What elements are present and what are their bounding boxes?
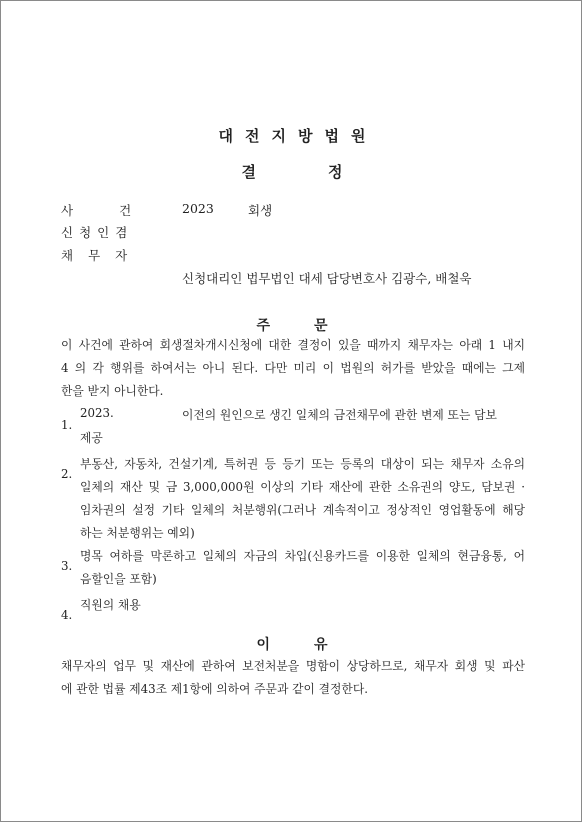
order-item-3-line-2: 음할인을 포함) <box>80 572 157 586</box>
applicant-label: 신 청 인 겸 <box>61 225 128 240</box>
order-item-4-number: 4. <box>61 607 73 622</box>
case-type: 회생 <box>248 203 273 218</box>
document-type-title <box>1 161 582 182</box>
reason-line-1: 채무자의 업무 및 재산에 관하여 보전처분을 명함이 상당하므로, 채무자 회생 및 파산 <box>61 659 525 673</box>
order-intro-line-2: 4 의 각 행위를 하여서는 아니 된다. 다만 미리 이 법원의 허가를 받았을 때에는 그제 <box>61 361 525 375</box>
order-item-2-line-2: 일체의 재산 및 금 3,000,000원 이상의 기타 재산에 관한 소유권의 양도, 담보권 · <box>80 480 525 494</box>
reason-line-2: 에 관한 법률 제43조 제1항에 의하여 주문과 같이 결정한다. <box>61 682 368 696</box>
order-intro-line-3: 한을 받지 아니한다. <box>61 384 164 398</box>
doc-type-right: 정 <box>328 163 343 181</box>
order-item-1-line-2: 제공 <box>80 431 103 445</box>
debtor-representative: 신청대리인 법무법인 대세 담당변호사 김광수, 배철욱 <box>182 271 472 286</box>
debtor-label: 채 무 자 <box>61 248 128 263</box>
doc-type-left: 결 <box>241 163 256 181</box>
order-item-3-line-1: 명목 여하를 막론하고 일체의 자금의 차입(신용카드를 이용한 일체의 현금융통, 어 <box>80 549 525 563</box>
order-item-4-line-1: 직원의 채용 <box>80 598 141 612</box>
order-intro-line-1: 이 사건에 관하여 회생절차개시신청에 대한 결정이 있을 때까지 채무자는 아래 1 내지 <box>61 338 525 352</box>
reason-heading: 이 유 <box>256 637 328 653</box>
case-label: 사 건 <box>61 203 132 218</box>
order-item-3-number: 3. <box>61 558 73 573</box>
order-item-1-line-1: 이전의 원인으로 생긴 일체의 금전채무에 관한 변제 또는 담보 <box>182 408 497 422</box>
case-year: 2023 <box>182 201 214 216</box>
order-item-2-line-1: 부동산, 자동차, 건설기계, 특허권 등 등기 또는 등록의 대상이 되는 채무자 소유의 <box>80 457 525 471</box>
order-item-2-number: 2. <box>61 466 73 481</box>
court-name: 대전지방법원 <box>218 127 378 145</box>
order-item-1-number: 1. <box>61 417 73 432</box>
order-item-2-line-3: 임차권의 설정 기타 일체의 처분행위(그러나 계속적이고 정상적인 영업활동에 해당 <box>80 503 525 517</box>
order-item-1-prefix: 2023. <box>80 406 114 420</box>
order-item-2-line-4: 하는 처분행위는 예외) <box>80 526 195 540</box>
order-heading: 주 문 <box>256 318 328 334</box>
